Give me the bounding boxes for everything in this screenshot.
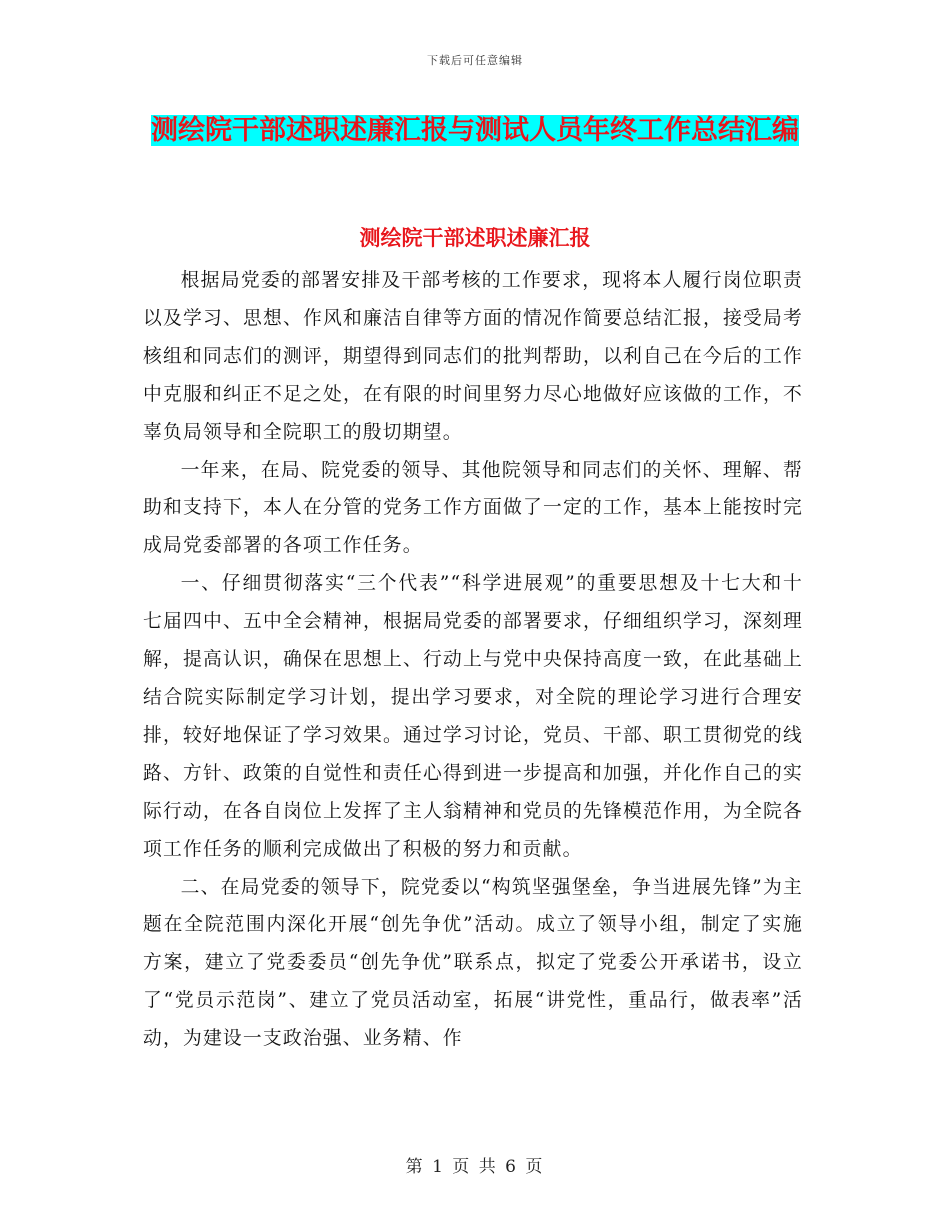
paragraph: 一、仔细贯彻落实“三个代表”“科学进展观”的重要思想及十七大和十七届四中、五中全会精神，根据局党委的部署要求，仔细组织学习，深刻理解，提高认识，确保在思想上、行动上与党中央保持高度一致，在此基础上结合院实际制定学习计划，提出学习要求，对全院的理论学习进行合理安排，较好地保证了学习效果。通过学习讨论，党员、干部、职工贯彻党的线路、方针、政策的自觉性和责任心得到进一步提高和加强，并化作自己的实际行动，在各自岗位上发挥了主人翁精神和党员的先锋模范作用，为全院各项工作任务的顺利完成做出了积极的努力和贡献。 xyxy=(143,573,803,860)
document-title-text: 测绘院干部述职述廉汇报与测试人员年终工作总结汇编 xyxy=(151,115,799,146)
section-title: 测绘院干部述职述廉汇报 xyxy=(359,226,591,250)
header-note: 下载后可任意编辑 xyxy=(427,54,523,67)
paragraph: 一年来，在局、院党委的领导、其他院领导和同志们的关怀、理解、帮助和支持下，本人在分管的党务工作方面做了一定的工作，基本上能按时完成局党委部署的各项工作任务。 xyxy=(143,459,803,557)
document-title xyxy=(130,108,820,154)
paragraph: 根据局党委的部署安排及干部考核的工作要求，现将本人履行岗位职责以及学习、思想、作风和廉洁自律等方面的情况作简要总结汇报，接受局考核组和同志们的测评，期望得到同志们的批判帮助，以利自己在今后的工作中克服和纠正不足之处，在有限的时间里努力尽心地做好应该做的工作，不辜负局领导和全院职工的殷切期望。 xyxy=(143,270,803,443)
document-body xyxy=(143,262,803,1058)
page-number: 第 1 页 共 6 页 xyxy=(405,1157,545,1177)
paragraph: 二、在局党委的领导下，院党委以“构筑坚强堡垒，争当进展先锋”为主题在全院范围内深化开展“创先争优”活动。成立了领导小组，制定了实施方案，建立了党委委员“创先争优”联系点，拟定了党委公开承诺书，设立了“党员示范岗”、建立了党员活动室，拓展“讲党性，重品行，做表率”活动，为建设一支政治强、业务精、作 xyxy=(143,876,803,1050)
